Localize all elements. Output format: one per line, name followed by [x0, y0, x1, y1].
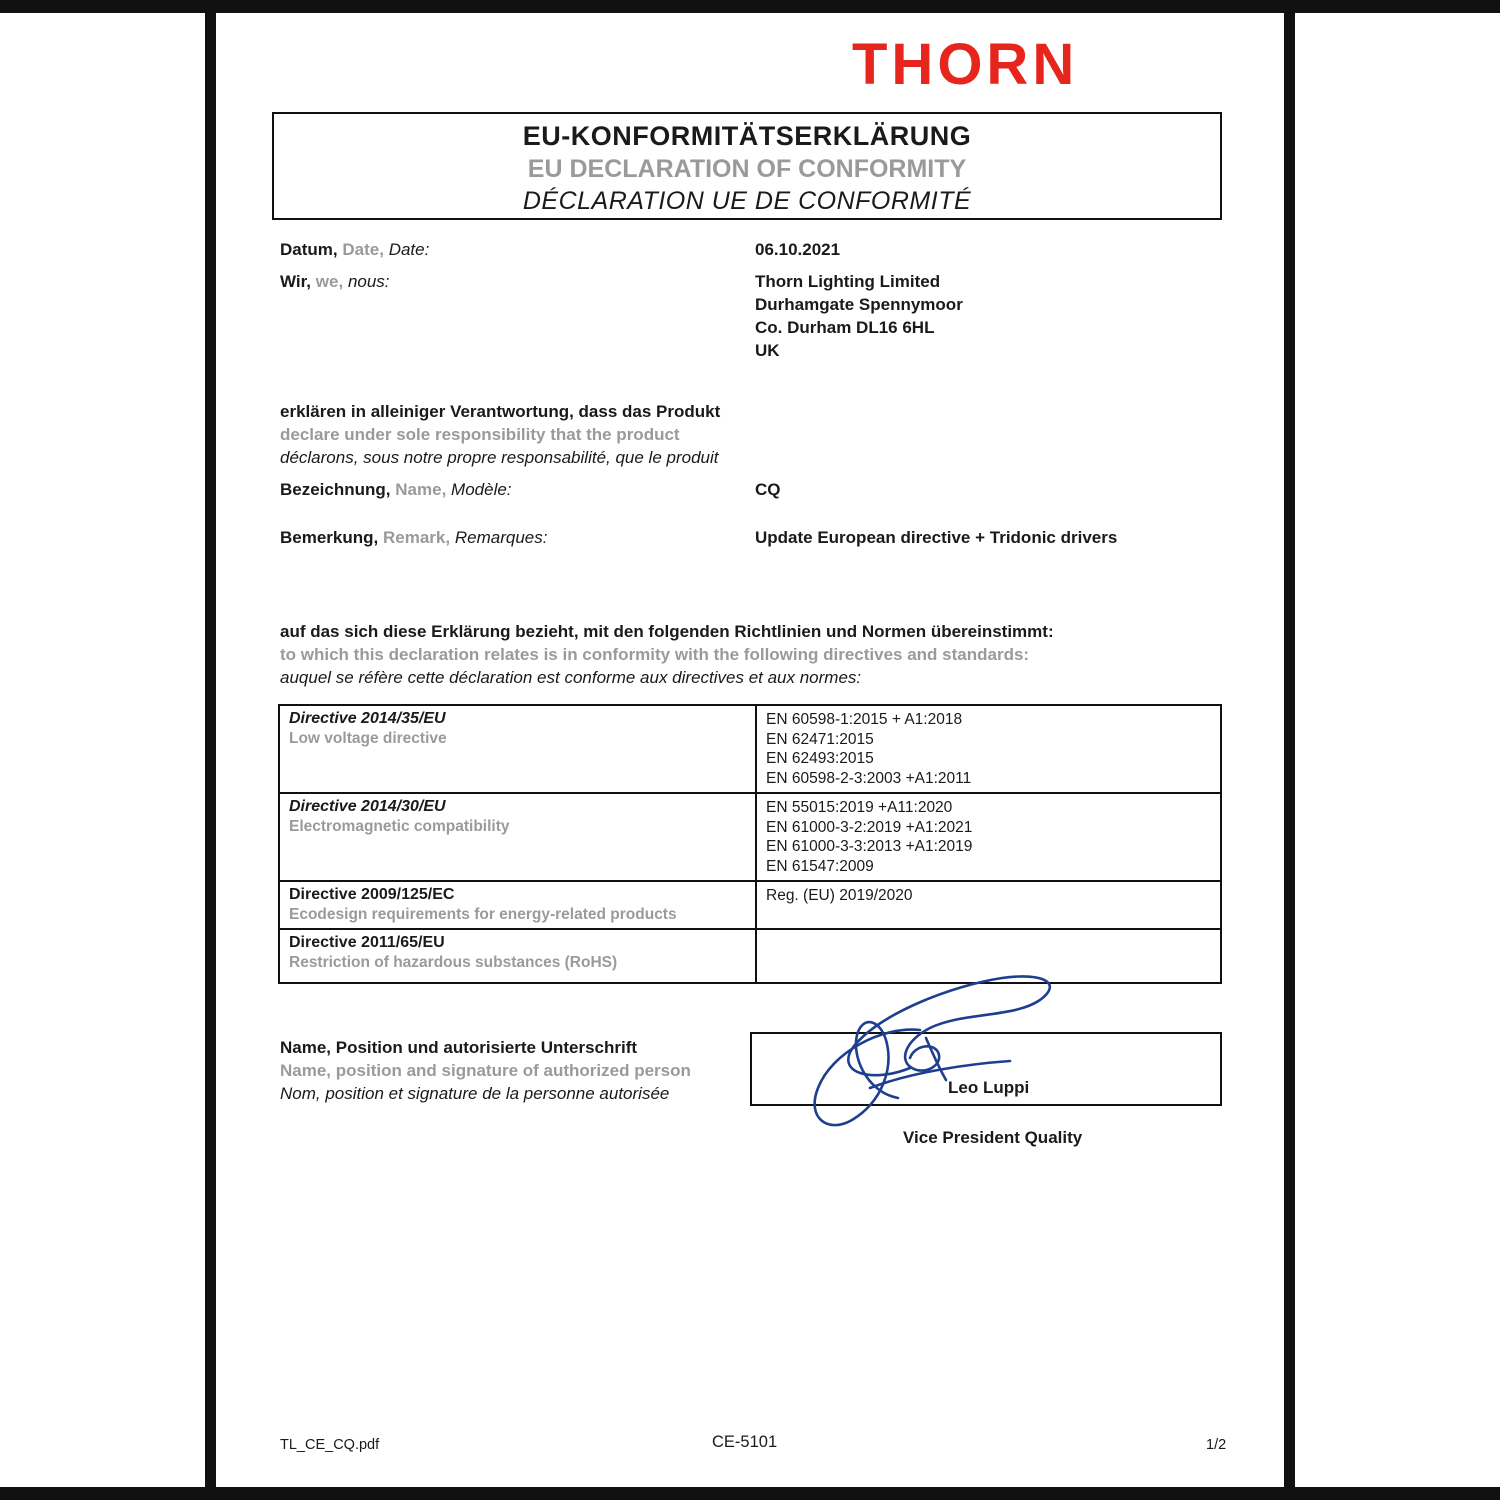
standard-line: EN 60598-1:2015 + A1:2018 [766, 711, 963, 728]
we-label: Wir, we, nous: [280, 272, 390, 291]
scan-border-left [205, 0, 216, 1500]
declaration-german: erklären in alleiniger Verantwortung, dass das Produkt [280, 402, 721, 421]
signature-label-english: Name, position and signature of authorized person [280, 1061, 691, 1080]
directive-cell [279, 705, 756, 793]
directives-table [278, 704, 1222, 984]
standard-line: Reg. (EU) 2019/2020 [766, 887, 913, 904]
handwritten-signature [800, 968, 1080, 1144]
title-german: EU-KONFORMITÄTSERKLÄRUNG [522, 121, 972, 151]
company-address [755, 270, 963, 362]
conformity-english: to which this declaration relates is in conformity with the following directives and standards: [280, 645, 1030, 664]
footer-document-number: CE-5101 [712, 1433, 778, 1451]
directive-subtitle: Restriction of hazardous substances (RoHS) [289, 954, 618, 971]
directive-title: Directive 2014/35/EU [289, 710, 446, 727]
signatory-position: Vice President Quality [903, 1128, 1083, 1147]
footer-page-number: 1/2 [1206, 1437, 1227, 1453]
scan-border-top [0, 0, 1500, 13]
scan-border-bottom [0, 1487, 1500, 1500]
company-city: Co. Durham DL16 6HL [755, 318, 935, 337]
standard-line: EN 62471:2015 [766, 730, 874, 748]
declaration-english: declare under sole responsibility that the product [280, 425, 680, 444]
conformity-german: auf das sich diese Erklärung bezieht, mit den folgenden Richtlinien und Normen übereinstimmt: [280, 622, 1054, 641]
title-box [272, 112, 1222, 220]
standard-line: EN 55015:2019 +A11:2020 [766, 799, 953, 816]
conformity-french: auquel se réfère cette déclaration est conforme aux directives et aux normes: [280, 668, 862, 687]
scan-border-right [1284, 0, 1295, 1500]
date-label: Datum, Date, Date: [280, 240, 430, 259]
table-row [279, 705, 1221, 793]
product-name-label: Bezeichnung, Name, Modèle: [280, 480, 512, 499]
title-english: EU DECLARATION OF CONFORMITY [527, 155, 967, 183]
directive-subtitle: Ecodesign requirements for energy-related products [289, 906, 677, 923]
remark-value: Update European directive + Tridonic drivers [755, 528, 1118, 547]
directive-title: Directive 2011/65/EU [289, 934, 445, 951]
directive-cell [279, 793, 756, 881]
standard-line: EN 60598-2-3:2003 +A1:2011 [766, 769, 972, 787]
thorn-logo: THORN [852, 32, 1079, 97]
date-value: 06.10.2021 [755, 240, 841, 259]
remark-label: Bemerkung, Remark, Remarques: [280, 528, 548, 547]
standard-line: EN 61000-3-2:2019 +A1:2021 [766, 818, 973, 836]
standard-line: EN 62493:2015 [766, 750, 874, 767]
directive-cell [279, 881, 756, 929]
directive-cell [279, 929, 756, 983]
signature-label-german: Name, Position und autorisierte Unterschrift [280, 1038, 638, 1057]
company-country: UK [755, 341, 780, 360]
company-street: Durhamgate Spennymoor [755, 295, 963, 314]
standard-line: EN 61000-3-3:2013 +A1:2019 [766, 838, 973, 855]
declaration-french: déclarons, sous notre propre responsabilité, que le produit [280, 448, 719, 467]
signatory-name: Leo Luppi [948, 1078, 1030, 1097]
table-row [279, 881, 1221, 929]
directive-subtitle: Low voltage directive [289, 730, 447, 747]
standards-cell [756, 881, 1221, 929]
signature-label-french: Nom, position et signature de la personne autorisée [280, 1084, 670, 1103]
standards-cell [756, 705, 1221, 793]
company-name: Thorn Lighting Limited [755, 272, 941, 291]
standard-line: EN 61547:2009 [766, 857, 874, 875]
directive-subtitle: Electromagnetic compatibility [289, 818, 510, 835]
table-row [279, 793, 1221, 881]
directive-title: Directive 2009/125/EC [289, 886, 455, 903]
standards-cell [756, 793, 1221, 881]
product-name-value: CQ [755, 480, 781, 499]
title-french: DÉCLARATION UE DE CONFORMITÉ [522, 187, 972, 215]
footer-filename: TL_CE_CQ.pdf [280, 1437, 380, 1453]
directive-title: Directive 2014/30/EU [289, 798, 446, 815]
